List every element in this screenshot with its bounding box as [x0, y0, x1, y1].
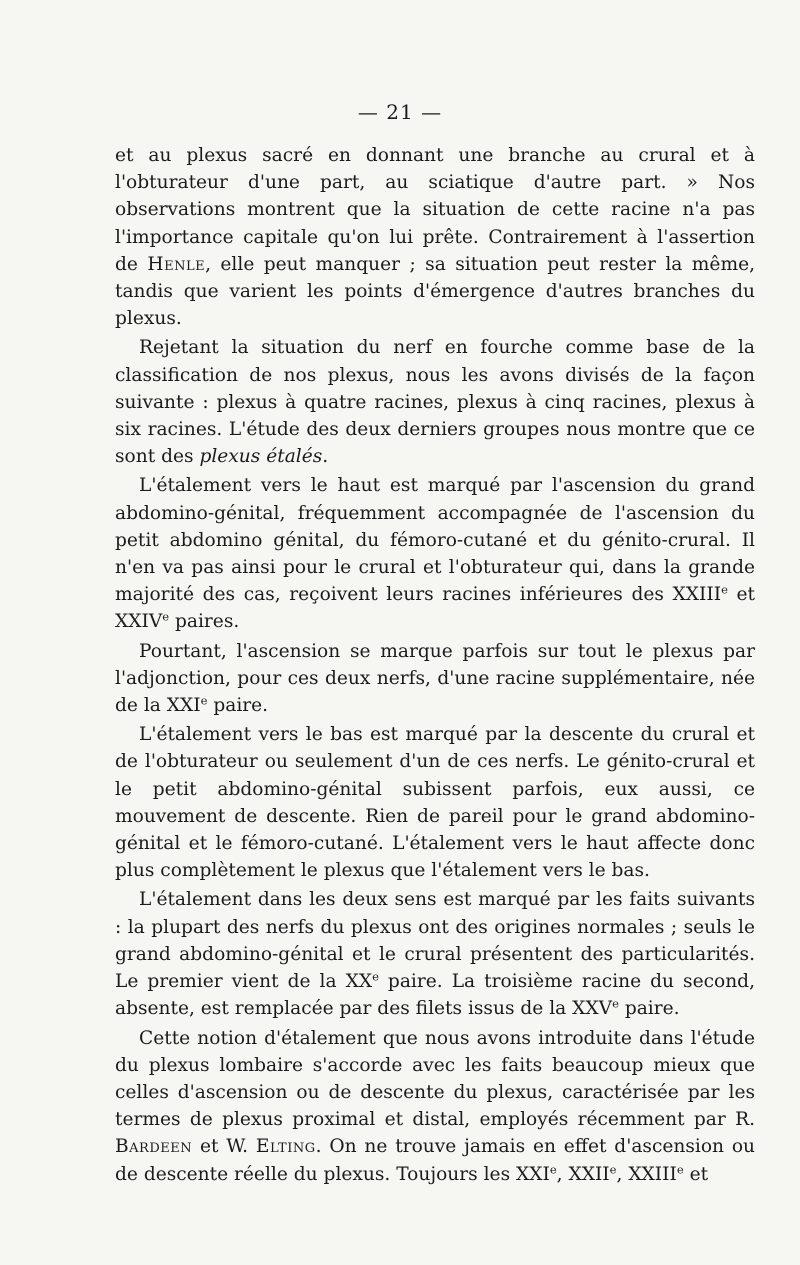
paragraph-7-text-sep2: , XXIII [616, 1163, 677, 1185]
paragraph-4-text-b: paire. [207, 695, 269, 717]
paragraph-4-text-a: Pourtant, l'ascension se marque parfois sur tout le plexus par l'adjonction, pour ces deux nerfs, d'une racine supplémentaire, née de la XXI [115, 640, 755, 717]
superscript-e: e [372, 969, 379, 984]
paragraph-2-text-a: Rejetant la situation du nerf en fourche comme base de la classification de nos plexus, nous les avons divisés de la façon suivante : plexus à quatre racines, plexus à cinq racines, plexus à six racines. L'étude des deux derniers groupes nous montre que ce sont des [115, 337, 755, 468]
paragraph-7-text-mid1: et W. [192, 1136, 256, 1158]
superscript-e: e [676, 1162, 684, 1177]
superscript-e: e [162, 610, 170, 625]
paragraph-7 [115, 1025, 755, 1188]
author-elting: Elting [255, 1136, 316, 1158]
paragraph-1 [115, 142, 755, 332]
paragraph-3-text-b: paires. [169, 611, 240, 633]
paragraph-7-text-sep1: , XXII [556, 1163, 610, 1185]
paragraph-3-text-mid: et XXIV [115, 584, 755, 633]
superscript-e: e [200, 693, 208, 708]
paragraph-2-text-b: . [322, 446, 329, 468]
paragraph-2 [115, 334, 755, 470]
body-text [115, 142, 755, 1188]
paragraph-6-text-mid: paire. La troisième racine du second, absente, est remplacée par des filets issus de la XXV [115, 971, 755, 1020]
paragraph-7-text-b: et [683, 1163, 709, 1185]
paragraph-1-text-a: et au plexus sacré en donnant une branche au crural et à l'obturateur d'une part, au sciatique d'autre part. » Nos observations montrent que la situation de cette racine n'a pas l'importance capitale qu'on lui prête. Contrairement à l'assertion de [115, 145, 755, 275]
paragraph-5 [115, 721, 755, 884]
superscript-e: e [612, 996, 619, 1011]
paragraph-1-text-b: , elle peut manquer ; sa situation peut rester la même, tandis que varient les points d'émergence d'autres branches du plexus. [115, 253, 755, 330]
author-henle: Henle [147, 253, 206, 275]
page-number: — 21 — [357, 100, 443, 124]
italic-term-plexus-etales: plexus étalés [199, 446, 323, 468]
superscript-e: e [721, 582, 728, 597]
paragraph-4 [115, 638, 755, 720]
paragraph-5-text: L'étalement vers le bas est marqué par la descente du crural et de l'obturateur ou seulement d'un de ces nerfs. Le génito-crural et le petit abdomino-génital subissent parfois, eux aussi, ce mouvement de descente. Rien de pareil pour le grand abdomino-génital et le fémoro-cutané. L'étalement vers le haut affecte donc plus complètement le plexus que l'étalement vers le bas. [115, 724, 755, 882]
paragraph-6-text-b: paire. [618, 998, 680, 1020]
paragraph-6-text-a: L'étalement dans les deux sens est marqué par les faits suivants : la plupart des nerfs du plexus ont des origines normales ; seuls le grand abdomino-génital et le crural présentent des particularités. Le premier vient de la XX [115, 889, 755, 993]
author-bardeen: Bardeen [115, 1136, 193, 1158]
paragraph-3 [115, 472, 755, 635]
superscript-e: e [549, 1162, 557, 1177]
paragraph-7-text-a: Cette notion d'étalement que nous avons introduite dans l'étude du plexus lombaire s'accorde avec les faits beaucoup mieux que celles d'ascension ou de descente du plexus, caractérisée par les termes de plexus proximal et distal, employés récemment par R. [115, 1027, 755, 1131]
paragraph-3-text-a: L'étalement vers le haut est marqué par l'ascension du grand abdomino-génital, fréquemment accompagnée de l'ascension du petit abdomino génital, du fémoro-cutané et du génito-crural. Il n'en va pas ainsi pour le crural et l'obturateur qui, dans la grande majorité des cas, reçoivent leurs racines inférieures des XXIII [115, 475, 755, 606]
paragraph-7-text-mid2: . On ne trouve jamais en effet d'ascension ou de descente réelle du plexus. Toujours les XXI [115, 1136, 755, 1185]
paragraph-6 [115, 886, 755, 1022]
superscript-e: e [609, 1162, 617, 1177]
